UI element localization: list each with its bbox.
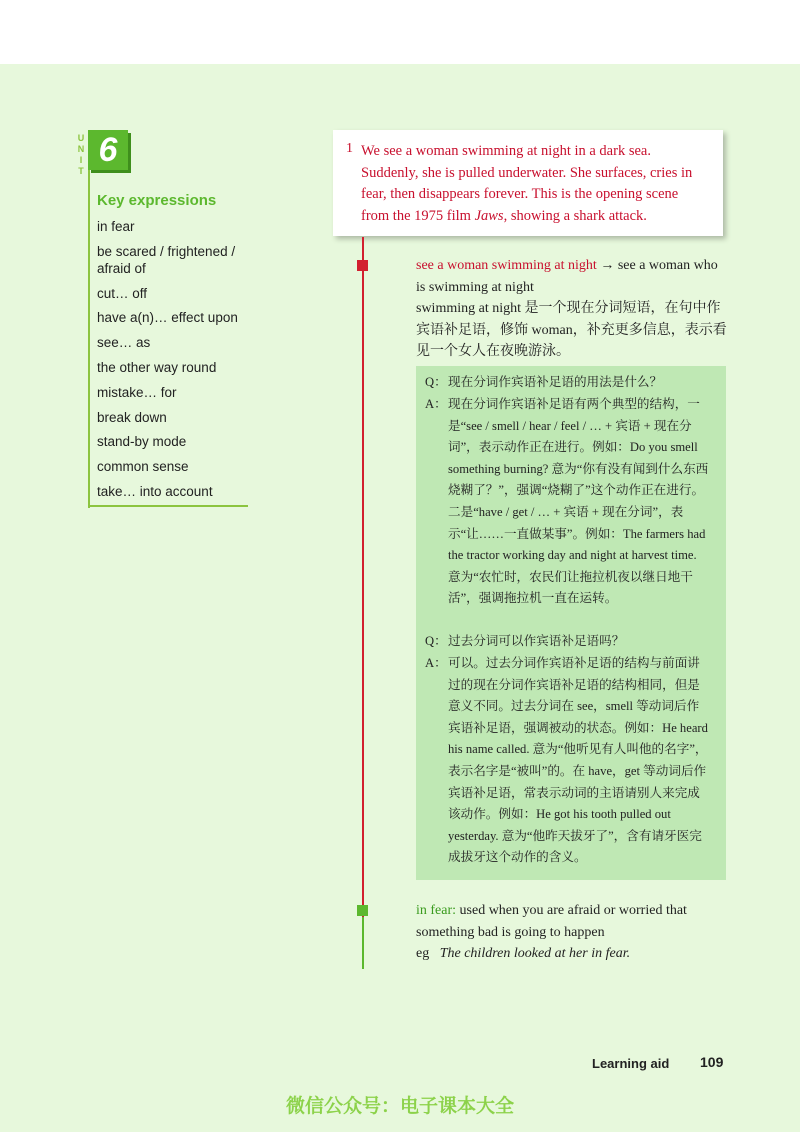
note-2 <box>416 900 728 965</box>
key-expression-item: see… as <box>97 335 151 351</box>
key-expressions-title: Key expressions <box>97 192 217 209</box>
timeline-line-red <box>362 237 364 917</box>
quote-text-after: , showing a shark attack. <box>503 207 647 224</box>
quote-text <box>361 141 706 227</box>
quote-number: 1 <box>346 141 353 156</box>
qa-question: 过去分词可以作宾语补足语吗？ <box>448 634 625 648</box>
quote-film-title: Jaws <box>474 207 504 224</box>
wechat-watermark: 微信公众号：电子课本大全 <box>285 1095 514 1117</box>
key-expression-item: take… into account <box>97 483 213 499</box>
note-1 <box>416 255 728 363</box>
key-expressions-divider <box>88 505 248 507</box>
note-2-definition: used when you are afraid or worried that something bad is going to happen <box>416 903 687 940</box>
key-expression-item: be scared / frightened / afraid of <box>97 243 236 276</box>
note-1-explanation: swimming at night 是一个现在分词短语，在句中作宾语补足语，修饰 woman，补充更多信息，表示看见一个女人在夜晚游泳。 <box>416 301 727 359</box>
qa-label: Q： <box>425 634 447 648</box>
note-marker-green <box>357 905 368 916</box>
qa-label: A： <box>425 397 447 411</box>
note-2-eg-label: eg <box>416 946 430 961</box>
quote-text-before: We see a woman swimming at night in a dark sea. Suddenly, she is pulled underwater. She surfaces, cries in fear, then disappears forever. This is the opening scene from the 1975 film <box>361 143 693 224</box>
note-marker-red <box>357 260 368 271</box>
qa-answer: 现在分词作宾语补足语有两个典型的结构，一是“see / smell / hear / feel / … + 宾语 + 现在分词”，表示动作正在进行。例如：Do you smell something burning? 意为“你有没有闻到什么东西烧糊了？”，强调“烧糊了”这个动作正在进行。二是“have / get / … + 宾语 + 现在分词”，表示“让……一直做某事”。例如：The farmers had the tractor working day and night at harvest time. 意为“农忙时，农民们让拖拉机夜以继日地干活”，强调拖拉机一直在运转。 <box>448 397 709 606</box>
unit-number: 6 <box>88 130 128 170</box>
key-expression-item: break down <box>97 409 167 425</box>
unit-label <box>75 133 85 180</box>
key-expression-item: mistake… for <box>97 384 177 400</box>
key-expressions-list <box>97 218 247 508</box>
note-1-arrow: → see a woman who is swimming at night <box>416 258 718 295</box>
key-expression-item: the other way round <box>97 359 217 375</box>
key-expression-item: common sense <box>97 459 189 475</box>
key-expression-item: have a(n)… effect upon <box>97 310 238 326</box>
note-2-term: in fear: <box>416 903 457 918</box>
qa-label: Q： <box>425 375 447 389</box>
key-expression-item: stand-by mode <box>97 434 187 450</box>
unit-rule <box>88 130 90 508</box>
footer-section-label: Learning aid <box>592 1056 670 1071</box>
qa-answer: 可以。过去分词作宾语补足语的结构与前面讲过的现在分词作宾语补足语的结构相同，但是意义不同。过去分词在 see，smell 等动词后作宾语补足语，强调被动的状态。例如：He heard his name called. 意为“他听见有人叫他的名字”，表示名字是“被叫”的。在 have，get 等动词后作宾语补足语，常表示动词的主语请别人来完成该动作。例如：He got his tooth pulled out yesterday. 意为“他昨天拔牙了”，含有请牙医完成拔牙这个动作的含义。 <box>448 656 708 865</box>
note-1-phrase: see a woman swimming at night <box>416 258 597 273</box>
qa-label: A： <box>425 656 447 670</box>
timeline-line-green <box>362 917 364 969</box>
note-2-example: The children looked at her in fear. <box>439 946 631 961</box>
key-expression-item: cut… off <box>97 285 148 301</box>
key-expression-item: in fear <box>97 219 135 234</box>
unit-label-text: UNIT <box>76 133 86 177</box>
page-number: 109 <box>700 1054 724 1070</box>
qa-question: 现在分词作宾语补足语的用法是什么？ <box>448 375 663 389</box>
